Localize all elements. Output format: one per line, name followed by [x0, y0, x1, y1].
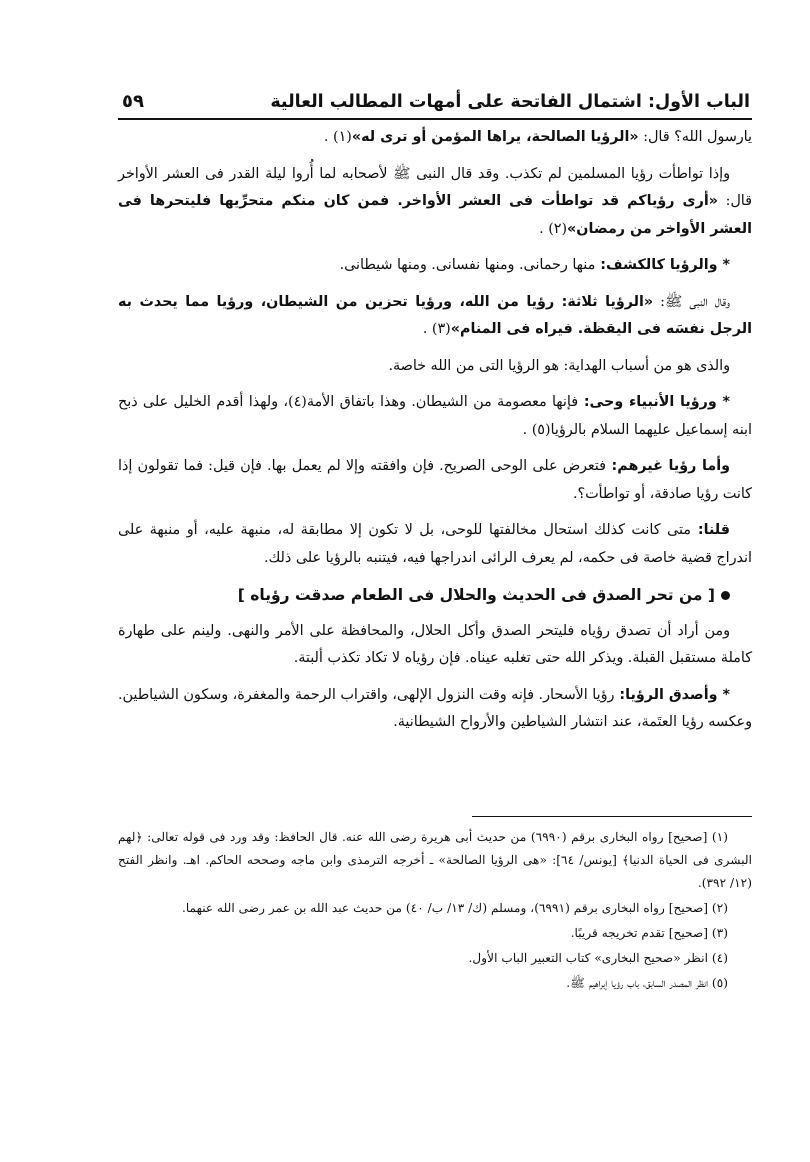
bold-text: «الرؤيا الصالحة، يراها المؤمن أو ترى له»	[351, 129, 639, 145]
bold-text: * وأصدق الرؤيا:	[614, 686, 730, 703]
running-header	[118, 82, 750, 112]
footnotes	[118, 826, 752, 997]
bold-text: * والرؤيا كالكشف:	[595, 257, 730, 273]
bold-text: وأما رؤيا غيرهم:	[605, 458, 730, 474]
section-heading	[118, 582, 752, 610]
footnote: (١) [صحيح] رواه البخارى برقم (٦٩٩٠) من حديث أبى هريرة رضى الله عنه. قال الحافظ: وقد ورد فى قوله تعالى: ﴿لهم البشرى فى الحياة الدنيا﴾ [يونس/ ٦٤]: «هى الرؤيا الصالحة» ـ أخرجه الترمذى وابن ماجه وصححه الحاكم. اهـ. وانظر الفتح (١٢/ ٣٩٢).	[118, 830, 752, 890]
paragraph	[118, 618, 752, 673]
text-span: (٣) .	[422, 321, 451, 337]
footnote: (٥) انظر المصدر السابق، باب رؤيا إبراهيم ﷺ.	[566, 976, 728, 990]
main-text	[118, 124, 752, 746]
text-span: فإنها معصومة من الشيطان. وهذا باتفاق الأمة(٤)، ولهذا أقدم الخليل على ذبح ابنه إسماعيل عليهما السلام بالرؤيا(٥) .	[118, 394, 752, 438]
paragraph	[118, 252, 752, 280]
paragraph	[118, 517, 752, 572]
footnote: (٣) [صحيح] تقدم تخريجه قريبًا.	[570, 926, 728, 940]
text-span: (٢) .	[539, 220, 568, 237]
chapter-title: الباب الأول: اشتمال الفاتحة على أمهات المطالب العالية	[270, 92, 750, 112]
section-heading-text: [ من تحر الصدق فى الحديث والحلال فى الطعام صدقت رؤياه ]	[237, 586, 715, 604]
header-rule	[118, 118, 752, 120]
bullet-icon	[721, 591, 730, 600]
page-number: ٥٩	[122, 91, 144, 112]
paragraph	[118, 353, 752, 381]
footnote: (٢) [صحيح] رواه البخارى برقم (٦٩٩١)، ومسلم (ك/ ١٣/ ب/ ٤٠) من حديث عبد الله بن عمر رضى الله عنهما.	[181, 901, 728, 915]
bold-text: «أرى رؤياكم قد تواطأت فى العشر الأواخر. فمن كان منكم متحرِّيها فليتحرها فى العشر الأواخر من رمضان»	[118, 193, 752, 237]
paragraph	[118, 682, 752, 737]
text-span: فتعرض على الوحى الصريح. فإن وافقته وإلا لم يعمل بها. فإن قيل: فما تقولون إذا كانت رؤيا صادقة، أو تواطأت؟.	[118, 458, 752, 502]
paragraph	[118, 124, 752, 152]
paragraph	[118, 289, 752, 344]
paragraph	[118, 161, 752, 244]
bold-text: قلنا:	[690, 522, 730, 538]
text-span: وإذا تواطأت رؤيا المسلمين لم تكذب. وقد قال النبى ﷺ لأصحابه لما أُروا ليلة القدر فى العشر الأواخر قال:	[118, 165, 752, 209]
text-span: والذى هو من أسباب الهداية: هو الرؤيا التى من الله خاصة.	[388, 357, 730, 374]
paragraph	[118, 389, 752, 444]
text-span: (١) .	[323, 129, 352, 145]
footnote-separator	[472, 816, 752, 817]
text-span: متى كانت كذلك استحال مخالفتها للوحى، بل لا تكون إلا مطابقة له، منبهة عليه، أو منبهة على اندراج قضية خاصة فى حكمه، لم يعرف الرائى اندراجها فيه، فيتنبه بالرؤيا على ذلك.	[118, 522, 752, 566]
text-span: رؤيا الأسحار. فإنه وقت النزول الإلهى، واقتراب الرحمة والمغفرة، وسكون الشياطين. وعكسه رؤيا العتَمة، عند انتشار الشياطين والأرواح الشيطانية.	[118, 686, 752, 730]
text-span: ومن أراد أن تصدق رؤياه فليتحر الصدق وأكل الحلال، والمحافظة على الأمر والنهى. ولينم على طهارة كاملة مستقبل القبلة. ويذكر الله حتى تغلبه عيناه. فإن رؤياه لا تكاد تكذب ألبتة.	[118, 622, 752, 666]
text-span: يارسول الله؟ قال:	[638, 129, 752, 145]
text-span: منها رحمانى. ومنها نفسانى. ومنها شيطانى.	[339, 257, 596, 273]
text-span: وقال النبى ﷺ:	[653, 293, 730, 310]
bold-text: «الرؤيا ثلاثة: رؤيا من الله، ورؤيا تحزين من الشيطان، ورؤيا مما يحدث به الرجل نفسَه فى اليقظة. فيراه فى المنام»	[118, 293, 752, 337]
footnote: (٤) انظر «صحيح البخارى» كتاب التعبير الباب الأول.	[468, 951, 728, 965]
paragraph	[118, 453, 752, 508]
bold-text: * ورؤيا الأنبياء وحى:	[578, 394, 730, 410]
